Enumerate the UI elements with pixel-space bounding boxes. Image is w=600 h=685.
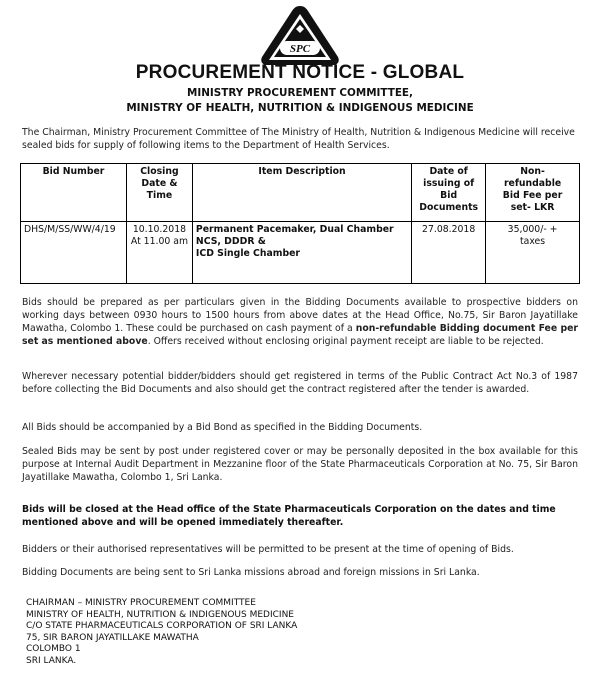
address-line: C/O STATE PHARMACEUTICALS CORPORATION OF SRI LANKA <box>26 621 298 631</box>
paragraph-bold-text: non-refundable Bidding document Fee per set as mentioned above <box>22 323 578 347</box>
address-block <box>26 598 426 667</box>
cell-item-description <box>192 222 411 284</box>
spc-logo <box>258 3 342 67</box>
bid-fee-taxes: taxes <box>520 236 546 247</box>
header-closing-line: Date & <box>141 178 178 189</box>
address-line: CHAIRMAN – MINISTRY PROCUREMENT COMMITTEE <box>26 598 256 608</box>
paragraph-text: Bids should be prepared as per particulars given in the Bidding Documents available to prospective bidders on working days between 0930 hours to 1500 hours from above dates at the Head Office, No.75, Sir Baron Jayatillake Mawatha, Colombo 1. These could be purchased on cash payment of a <box>22 297 578 334</box>
cell-closing-date <box>126 222 192 284</box>
paragraph-missions: Bidding Documents are being sent to Sri Lanka missions abroad and foreign missions in Sri Lanka. <box>22 567 480 578</box>
header-issue-date <box>412 164 486 222</box>
paragraph-text: . Offers received without enclosing original payment receipt are liable to be rejected. <box>147 336 544 347</box>
closing-date: 10.10.2018 <box>132 224 187 235</box>
svg-text:SPC: SPC <box>289 43 311 55</box>
address-line: MINISTRY OF HEALTH, NUTRITION & INDIGENOUS MEDICINE <box>26 609 294 620</box>
header-bid-fee <box>486 164 580 222</box>
paragraph-bid-preparation <box>22 296 578 348</box>
paragraph-bidders-presence: Bidders or their authorised representatives will be permitted to be present at the time of opening of Bids. <box>22 544 514 555</box>
header-closing-line: Time <box>146 190 173 201</box>
header-issue-line: issuing of <box>423 178 475 189</box>
address-line: SRI LANKA. <box>26 655 77 666</box>
header-bid-number: Bid Number <box>21 164 127 222</box>
paragraph-bid-bond: All Bids should be accompanied by a Bid Bond as specified in the Bidding Documents. <box>22 422 423 433</box>
header-fee-line: Bid Fee per <box>502 190 563 201</box>
header-issue-line: Bid <box>440 190 458 201</box>
bids-table <box>20 163 580 284</box>
closing-time: At 11.00 am <box>130 236 188 247</box>
paragraph-sealed-bids: Sealed Bids may be sent by post under registered cover or may be personally deposited in the box available for this purpose at Internal Audit Department in Mezzanine floor of the State Pharmaceuticals Corporation at No. 75, Sir Baron Jayatillake Mawatha, Colombo 1, Sri Lanka. <box>22 446 578 483</box>
header-fee-line: Non- <box>520 166 545 177</box>
header-closing-date <box>126 164 192 222</box>
paragraph-registration: Wherever necessary potential bidder/bidders should get registered in terms of the Public Contract Act No.3 of 1987 before collecting the Bid Documents and also should get the contract registered after the tender is awarded. <box>22 371 578 395</box>
address-line: 75, SIR BARON JAYATILLAKE MAWATHA <box>26 632 199 643</box>
table-row <box>21 222 580 284</box>
item-description-line: ICD Single Chamber <box>195 248 300 259</box>
header-issue-line: Documents <box>419 202 479 213</box>
paragraph-closing-notice: Bids will be closed at the Head office of the State Pharmaceuticals Corporation on the dates and time mentioned above and will be opened immediately thereafter. <box>22 504 556 528</box>
header-item-description: Item Description <box>192 164 411 222</box>
table-header-row <box>21 164 580 222</box>
header-fee-line: refundable <box>503 178 562 189</box>
header-closing-line: Closing <box>140 166 179 177</box>
spc-logo-icon <box>258 3 342 67</box>
header-issue-line: Date of <box>429 166 468 177</box>
address-line: COLOMBO 1 <box>26 644 81 654</box>
subtitle-ministry: MINISTRY OF HEALTH, NUTRITION & INDIGENOUS MEDICINE <box>126 102 474 114</box>
cell-bid-fee <box>486 222 580 284</box>
item-description-line: Permanent Pacemaker, Dual Chamber <box>195 224 394 235</box>
page-title: PROCUREMENT NOTICE - GLOBAL <box>135 62 465 83</box>
cell-bid-number: DHS/M/SS/WW/4/19 <box>21 222 127 284</box>
bid-fee-amount: 35,000/- + <box>507 224 558 235</box>
cell-issue-date: 27.08.2018 <box>412 222 486 284</box>
intro-paragraph: The Chairman, Ministry Procurement Committee of The Ministry of Health, Nutrition & Indigenous Medicine will receive sealed bids for supply of following items to the Department of Health Services. <box>22 127 575 151</box>
item-description-line: NCS, DDDR & <box>195 236 266 247</box>
subtitle-committee: MINISTRY PROCUREMENT COMMITTEE, <box>187 87 413 99</box>
header-fee-line: set- LKR <box>510 202 555 213</box>
